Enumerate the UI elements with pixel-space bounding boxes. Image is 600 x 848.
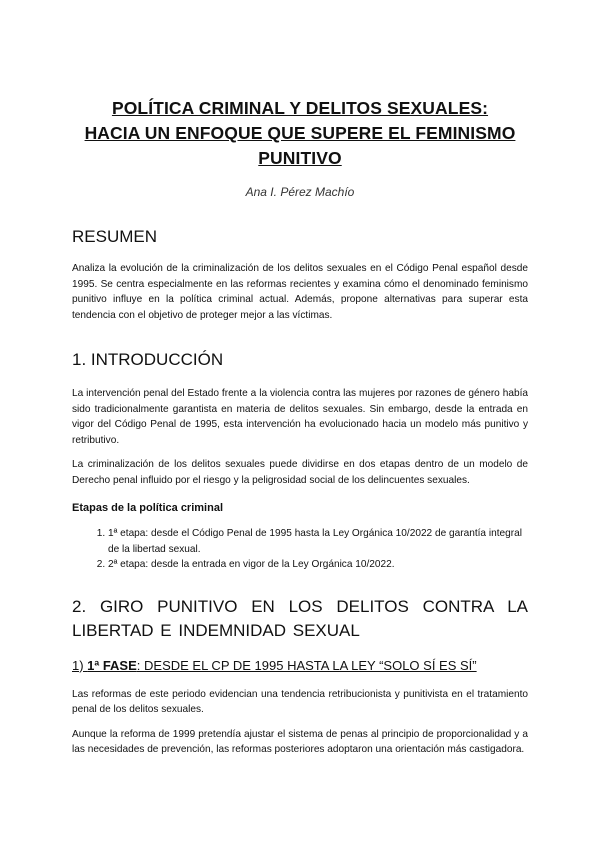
- phase-label: 1ª FASE: [87, 657, 137, 673]
- list-item: 1. 1ª etapa: desde el Código Penal de 1995 hasta la Ley Orgánica 10/2022 de garantía integral de la libertad sexual.: [108, 526, 528, 557]
- phase-title: : DESDE EL CP DE 1995 HASTA LA LEY “SOLO SÍ ES SÍ”: [136, 657, 477, 673]
- stages-subheading: Etapas de la política criminal: [72, 502, 223, 514]
- title-line: PUNITIVO: [258, 148, 342, 168]
- section-2-paragraph: Las reformas de este periodo evidencian una tendencia retribucionista y punitivista en el tratamiento penal de los delitos sexuales.: [72, 688, 528, 715]
- section-2-paragraph: Aunque la reforma de 1999 pretendía ajustar el sistema de penas al principio de proporcionalidad y a las necesidades de prevención, las reformas posteriores adoptaron una orientación más castigadora.: [72, 728, 528, 755]
- author-name: Ana I. Pérez Machío: [245, 185, 355, 199]
- section-2-heading: 2. GIRO PUNITIVO EN LOS DELITOS CONTRA LA LIBERTAD E INDEMNIDAD SEXUAL: [72, 596, 528, 640]
- title-line: POLÍTICA CRIMINAL Y DELITOS SEXUALES:: [111, 98, 489, 118]
- title-line: HACIA UN ENFOQUE QUE SUPERE EL FEMINISMO: [84, 123, 516, 143]
- abstract-text: Analiza la evolución de la criminalización de los delitos sexuales en el Código Penal español desde 1995. Se centra especialmente en las reformas recientes y examina cómo el denominado feminismo punitivo influye en la política criminal actual. Además, propone alternativas para superar esta tendencia con el objetivo de proteger mejor a las víctimas.: [72, 263, 528, 321]
- phase-heading: [72, 657, 528, 674]
- phase-prefix: 1): [72, 657, 88, 673]
- intro-paragraph: La criminalización de los delitos sexuales puede dividirse en dos etapas dentro de un modelo de Derecho penal influido por el riesgo y la peligrosidad social de los delincuentes sexuales.: [72, 459, 528, 486]
- abstract-heading: RESUMEN: [72, 227, 158, 246]
- stages-list: [72, 526, 528, 573]
- section-1-heading: 1. INTRODUCCIÓN: [72, 350, 224, 369]
- list-item: 2. 2ª etapa: desde la entrada en vigor de la Ley Orgánica 10/2022.: [108, 557, 528, 573]
- document-title: [72, 0, 528, 171]
- intro-paragraph: La intervención penal del Estado frente a la violencia contra las mujeres por razones de género había sido tradicionalmente garantista en materia de delitos sexuales. Sin embargo, desde la entrada en vigor del Código Penal de 1995, esta intervención ha evolucionado hacia un modelo más punitivo y retributivo.: [72, 388, 528, 446]
